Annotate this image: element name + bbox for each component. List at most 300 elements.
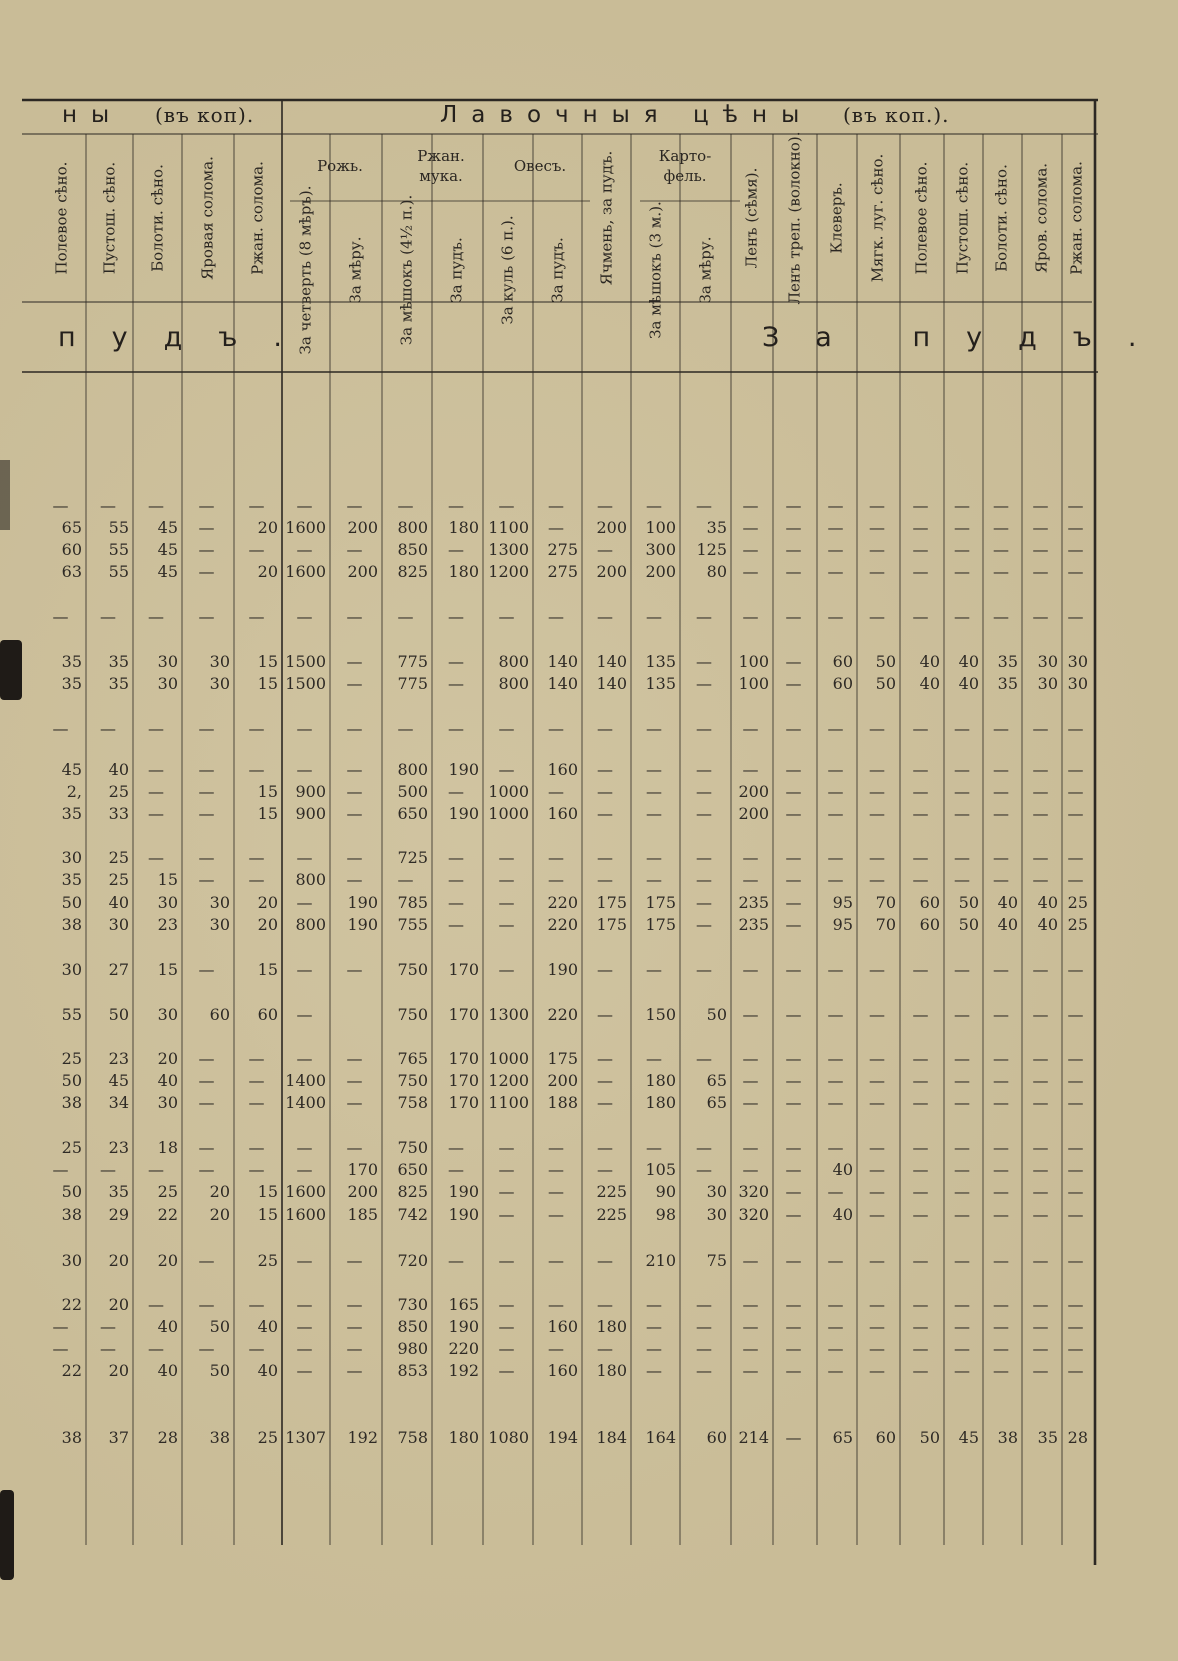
table-cell: 1300 <box>488 540 529 559</box>
table-cell: 175 <box>645 915 676 934</box>
table-cell: 50 <box>61 1182 82 1201</box>
table-cell: 40 <box>257 1317 278 1336</box>
table-cell: 33 <box>108 804 129 823</box>
table-cell: — <box>198 960 215 979</box>
table-cell: — <box>198 1071 215 1090</box>
table-cell: — <box>52 1339 69 1358</box>
table-cell: 50 <box>958 893 979 912</box>
table-cell: — <box>993 1005 1009 1024</box>
table-cell: 185 <box>347 1205 378 1224</box>
table-cell: — <box>248 1138 265 1157</box>
table-cell: — <box>597 540 613 559</box>
table-cell: — <box>198 760 215 779</box>
table-cell: — <box>448 1160 464 1179</box>
table-cell: — <box>296 1317 313 1336</box>
table-cell: — <box>296 1361 313 1380</box>
table-cell: — <box>827 1049 844 1068</box>
table-cell: 1500 <box>285 674 326 693</box>
table-cell: — <box>696 760 712 779</box>
table-cell: — <box>785 848 802 867</box>
table-cell: 65 <box>832 1428 853 1447</box>
table-cell: — <box>912 804 929 823</box>
table-cell: 175 <box>596 893 627 912</box>
table-cell: — <box>912 540 929 559</box>
table-cell: — <box>498 848 515 867</box>
table-cell: — <box>148 496 164 515</box>
table-cell: 850 <box>397 540 428 559</box>
table-cell: 1600 <box>285 1205 326 1224</box>
table-cell: 30 <box>61 960 82 979</box>
table-cell: — <box>1032 1361 1049 1380</box>
table-cell: — <box>1032 607 1049 626</box>
table-cell: — <box>827 760 844 779</box>
table-cell: 850 <box>397 1317 428 1336</box>
table-cell: 1400 <box>285 1071 326 1090</box>
table-cell: — <box>498 1317 515 1336</box>
group-oats: Овесъ. <box>513 157 567 175</box>
table-cell: — <box>993 1295 1009 1314</box>
table-cell: 38 <box>61 1428 82 1447</box>
table-cell: — <box>912 1251 929 1270</box>
table-cell: — <box>498 607 515 626</box>
table-cell: 800 <box>295 915 326 934</box>
table-cell: 800 <box>498 674 529 693</box>
table-cell: — <box>448 652 464 671</box>
table-cell: — <box>696 893 712 912</box>
table-cell: — <box>696 782 712 801</box>
table-cell: — <box>1067 1071 1084 1090</box>
table-cell: 140 <box>547 674 578 693</box>
table-cell: 60 <box>209 1005 230 1024</box>
table-cell: 190 <box>448 804 479 823</box>
table-cell: 170 <box>448 1005 479 1024</box>
table-cell: 160 <box>547 760 578 779</box>
table-cell: — <box>869 719 885 738</box>
table-cell: — <box>1032 1251 1049 1270</box>
table-cell: — <box>696 848 712 867</box>
table-cell: — <box>248 870 265 889</box>
table-cell: — <box>827 1071 844 1090</box>
table-cell: — <box>346 870 363 889</box>
table-cell: — <box>993 1071 1009 1090</box>
table-cell: 28 <box>157 1428 178 1447</box>
table-cell: — <box>742 496 759 515</box>
table-cell: — <box>912 1361 929 1380</box>
table-cell: — <box>1032 1295 1049 1314</box>
table-cell: — <box>742 1339 759 1358</box>
table-cell: — <box>100 1339 116 1358</box>
table-cell: 45 <box>157 562 178 581</box>
table-cell: — <box>869 1295 885 1314</box>
table-cell: 38 <box>61 1093 82 1112</box>
table-cell: — <box>52 607 69 626</box>
table-cell: — <box>198 518 215 537</box>
column-header-c3: Болоти. сѣно. <box>148 164 167 272</box>
table-cell: 15 <box>257 1205 278 1224</box>
table-cell: — <box>827 518 844 537</box>
table-cell: — <box>912 1160 929 1179</box>
table-cell: — <box>993 760 1009 779</box>
table-cell: — <box>1032 518 1049 537</box>
table-cell: — <box>646 1317 662 1336</box>
table-cell: — <box>742 1093 759 1112</box>
table-cell: 1100 <box>488 518 529 537</box>
table-cell: 15 <box>257 1182 278 1201</box>
right-unit-label: За пудъ. <box>762 322 1173 353</box>
table-cell: — <box>646 607 662 626</box>
table-cell: 30 <box>209 915 230 934</box>
column-header-c15: Ленъ (сѣмя). <box>742 167 761 269</box>
table-cell: — <box>448 540 464 559</box>
table-cell: 34 <box>108 1093 129 1112</box>
table-cell: — <box>346 1049 363 1068</box>
table-cell: — <box>346 782 363 801</box>
table-cell: 63 <box>61 562 82 581</box>
table-cell: — <box>52 719 69 738</box>
table-cell: — <box>742 1295 759 1314</box>
table-cell: — <box>597 1295 613 1314</box>
table-cell: 55 <box>61 1005 82 1024</box>
table-cell: 40 <box>832 1160 853 1179</box>
table-cell: 1300 <box>488 1005 529 1024</box>
table-cell: — <box>912 1049 929 1068</box>
table-cell: — <box>597 782 613 801</box>
table-cell: — <box>869 1049 885 1068</box>
table-cell: 200 <box>347 518 378 537</box>
table-cell: 20 <box>209 1205 230 1224</box>
table-cell: — <box>954 1361 970 1380</box>
table-cell: 1000 <box>488 804 529 823</box>
table-cell: — <box>498 719 515 738</box>
table-cell: — <box>597 1339 613 1358</box>
table-cell: — <box>646 496 662 515</box>
table-cell: — <box>646 804 662 823</box>
table-cell: 160 <box>547 804 578 823</box>
table-cell: — <box>785 1160 802 1179</box>
table-cell: — <box>248 848 265 867</box>
table-cell: 170 <box>448 1049 479 1068</box>
table-cell: 45 <box>61 760 82 779</box>
table-cell: — <box>785 562 802 581</box>
table-cell: 38 <box>209 1428 230 1447</box>
table-cell: — <box>912 1093 929 1112</box>
table-cell: 40 <box>958 674 979 693</box>
table-cell: 15 <box>257 804 278 823</box>
table-cell: — <box>954 518 970 537</box>
table-cell: — <box>646 782 662 801</box>
table-cell: 775 <box>397 652 428 671</box>
table-cell: — <box>548 1339 564 1358</box>
table-cell: — <box>100 1317 116 1336</box>
table-cell: 1400 <box>285 1093 326 1112</box>
table-cell: 50 <box>209 1361 230 1380</box>
table-cell: 35 <box>61 804 82 823</box>
table-cell: — <box>993 607 1009 626</box>
table-cell: 50 <box>209 1317 230 1336</box>
table-cell: 725 <box>397 848 428 867</box>
table-cell: 35 <box>997 652 1018 671</box>
table-cell: 742 <box>397 1205 428 1224</box>
table-cell: 100 <box>738 652 769 671</box>
table-cell: 900 <box>295 804 326 823</box>
table-cell: — <box>785 893 802 912</box>
table-cell: — <box>742 540 759 559</box>
table-cell: — <box>869 782 885 801</box>
table-cell: 800 <box>397 518 428 537</box>
table-cell: 105 <box>645 1160 676 1179</box>
table-cell: — <box>198 804 215 823</box>
table-cell: 29 <box>108 1205 129 1224</box>
table-cell: — <box>1067 804 1084 823</box>
table-cell: — <box>248 1295 265 1314</box>
table-cell: — <box>248 1049 265 1068</box>
table-cell: — <box>346 1339 363 1358</box>
table-cell: — <box>1067 1339 1084 1358</box>
table-cell: — <box>993 1049 1009 1068</box>
table-cell: — <box>869 1071 885 1090</box>
table-cell: — <box>1067 540 1084 559</box>
table-cell: — <box>1067 607 1084 626</box>
table-cell: — <box>912 1317 929 1336</box>
table-cell: — <box>696 870 712 889</box>
table-cell: 30 <box>706 1205 727 1224</box>
table-cell: — <box>548 719 564 738</box>
table-cell: 180 <box>645 1071 676 1090</box>
table-cell: 800 <box>397 760 428 779</box>
table-cell: — <box>785 674 802 693</box>
table-cell: — <box>597 1071 613 1090</box>
table-cell: 38 <box>61 915 82 934</box>
table-cell: 40 <box>997 915 1018 934</box>
table-cell: 50 <box>875 652 896 671</box>
table-cell: — <box>498 960 515 979</box>
table-cell: — <box>785 607 802 626</box>
table-cell: — <box>1067 1049 1084 1068</box>
table-cell: 15 <box>257 674 278 693</box>
table-cell: — <box>696 1138 712 1157</box>
table-cell: — <box>954 496 970 515</box>
table-cell: — <box>827 719 844 738</box>
table-cell: 210 <box>645 1251 676 1270</box>
table-cell: — <box>1032 1005 1049 1024</box>
table-cell: 140 <box>596 674 627 693</box>
table-cell: — <box>954 1339 970 1358</box>
table-cell: — <box>954 1071 970 1090</box>
table-cell: 170 <box>448 1071 479 1090</box>
table-cell: — <box>248 496 265 515</box>
table-cell: — <box>296 719 313 738</box>
table-cell: 165 <box>448 1295 479 1314</box>
table-cell: — <box>646 1295 662 1314</box>
table-cell: 60 <box>61 540 82 559</box>
table-cell: — <box>346 804 363 823</box>
table-cell: 25 <box>108 870 129 889</box>
table-cell: 220 <box>448 1339 479 1358</box>
table-cell: — <box>954 1160 970 1179</box>
column-header-c18: Мягк. луг. сѣно. <box>868 153 887 283</box>
column-header-c20: Пустош. сѣно. <box>953 161 972 275</box>
table-cell: 35 <box>706 518 727 537</box>
table-cell: 2, <box>66 782 82 801</box>
table-cell: 40 <box>257 1361 278 1380</box>
table-cell: — <box>1032 804 1049 823</box>
table-cell: — <box>148 760 164 779</box>
table-cell: — <box>1032 719 1049 738</box>
table-cell: — <box>696 607 712 626</box>
table-cell: — <box>1067 760 1084 779</box>
table-cell: 150 <box>645 1005 676 1024</box>
table-cell: 35 <box>1037 1428 1058 1447</box>
table-cell: 95 <box>832 893 853 912</box>
table-cell: 1307 <box>285 1428 326 1447</box>
table-cell: — <box>597 804 613 823</box>
table-cell: — <box>785 1093 802 1112</box>
table-cell: — <box>498 1295 515 1314</box>
table-cell: — <box>954 1138 970 1157</box>
table-cell: 40 <box>1037 893 1058 912</box>
table-cell: 180 <box>596 1317 627 1336</box>
table-cell: — <box>696 804 712 823</box>
table-cell: — <box>248 540 265 559</box>
table-cell: — <box>248 1071 265 1090</box>
table-cell: — <box>296 760 313 779</box>
table-cell: 23 <box>108 1049 129 1068</box>
table-cell: 750 <box>397 1005 428 1024</box>
table-cell: — <box>548 1205 564 1224</box>
table-cell: — <box>1032 870 1049 889</box>
table-cell: 23 <box>108 1138 129 1157</box>
table-cell: — <box>1067 1295 1084 1314</box>
table-cell: — <box>148 1295 164 1314</box>
table-cell: — <box>1067 1093 1084 1112</box>
table-cell: 755 <box>397 915 428 934</box>
table-cell: — <box>100 496 116 515</box>
table-cell: 190 <box>448 760 479 779</box>
table-cell: 200 <box>645 562 676 581</box>
table-cell: — <box>912 607 929 626</box>
table-cell: — <box>548 518 564 537</box>
table-cell: — <box>785 1138 802 1157</box>
table-cell: 190 <box>448 1317 479 1336</box>
table-cell: — <box>448 1251 464 1270</box>
table-cell: 70 <box>875 915 896 934</box>
table-cell: — <box>954 870 970 889</box>
right-header-units: (въ коп.). <box>843 103 950 127</box>
table-cell: — <box>346 540 363 559</box>
table-cell: — <box>785 1182 802 1201</box>
table-cell: — <box>954 562 970 581</box>
table-cell: 190 <box>448 1182 479 1201</box>
table-cell: 40 <box>1037 915 1058 934</box>
table-cell: — <box>498 1205 515 1224</box>
table-cell: — <box>993 870 1009 889</box>
table-cell: — <box>954 1182 970 1201</box>
column-header-c21: Болоти. сѣно. <box>992 164 1011 272</box>
table-cell: 1080 <box>488 1428 529 1447</box>
table-cell: — <box>548 782 564 801</box>
table-cell: 220 <box>547 915 578 934</box>
table-cell: 25 <box>108 848 129 867</box>
table-cell: — <box>296 960 313 979</box>
table-cell: — <box>827 782 844 801</box>
column-header-c7: За мѣру. <box>346 236 365 304</box>
table-cell: — <box>742 1049 759 1068</box>
table-cell: 194 <box>547 1428 578 1447</box>
table-cell: 90 <box>655 1182 676 1201</box>
table-cell: — <box>1032 848 1049 867</box>
table-cell: — <box>912 719 929 738</box>
table-cell: — <box>827 1093 844 1112</box>
table-cell: — <box>1032 1093 1049 1112</box>
table-cell: — <box>827 1295 844 1314</box>
table-cell: 200 <box>347 562 378 581</box>
table-cell: 22 <box>61 1295 82 1314</box>
table-cell: — <box>742 1138 759 1157</box>
table-cell: — <box>1067 719 1084 738</box>
table-cell: — <box>448 915 464 934</box>
table-cell: 190 <box>347 893 378 912</box>
table-cell: 220 <box>547 1005 578 1024</box>
table-cell: — <box>548 1295 564 1314</box>
table-cell: 175 <box>596 915 627 934</box>
table-cell: — <box>248 760 265 779</box>
table-cell: — <box>912 870 929 889</box>
table-cell: — <box>198 1339 215 1358</box>
table-cell: — <box>993 496 1009 515</box>
table-cell: — <box>912 562 929 581</box>
table-cell: — <box>1032 1317 1049 1336</box>
table-cell: — <box>248 1093 265 1112</box>
table-cell: 18 <box>157 1138 178 1157</box>
table-cell: — <box>198 719 215 738</box>
table-cell: 27 <box>108 960 129 979</box>
table-cell: 200 <box>596 518 627 537</box>
table-cell: 30 <box>157 652 178 671</box>
table-cell: — <box>742 607 759 626</box>
table-cell: — <box>1032 496 1049 515</box>
table-cell: 200 <box>547 1071 578 1090</box>
table-cell: 225 <box>596 1182 627 1201</box>
table-cell: — <box>785 540 802 559</box>
table-cell: — <box>954 782 970 801</box>
column-header-c14: За мѣру. <box>696 236 715 304</box>
table-cell: 200 <box>596 562 627 581</box>
column-header-c4: Яровая солома. <box>198 156 217 280</box>
table-cell: — <box>993 518 1009 537</box>
table-cell: — <box>346 652 363 671</box>
table-cell: — <box>148 782 164 801</box>
table-cell: — <box>1032 760 1049 779</box>
table-cell: — <box>198 1251 215 1270</box>
table-cell: — <box>954 848 970 867</box>
table-cell: — <box>198 607 215 626</box>
table-cell: 65 <box>61 518 82 537</box>
table-cell: 50 <box>706 1005 727 1024</box>
table-cell: 650 <box>397 804 428 823</box>
table-cell: — <box>296 848 313 867</box>
table-cell: — <box>296 1138 313 1157</box>
table-cell: 30 <box>1067 674 1088 693</box>
table-cell: — <box>1032 782 1049 801</box>
table-cell: — <box>993 540 1009 559</box>
table-cell: 25 <box>257 1251 278 1270</box>
table-cell: — <box>646 1049 662 1068</box>
table-cell: — <box>785 496 802 515</box>
table-cell: — <box>448 719 464 738</box>
table-cell: — <box>954 1005 970 1024</box>
table-cell: — <box>646 1138 662 1157</box>
table-cell: — <box>785 1428 802 1447</box>
